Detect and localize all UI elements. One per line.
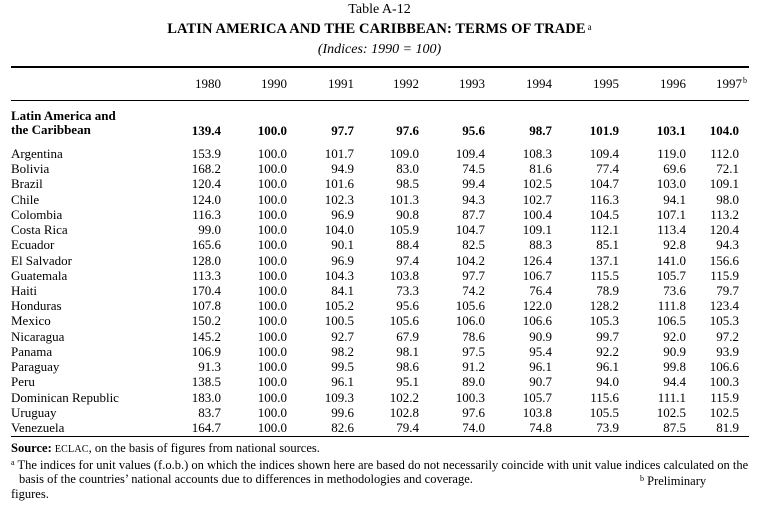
table-title xyxy=(0,20,759,38)
table-cell: 141.0 xyxy=(656,252,686,268)
table-row xyxy=(11,390,749,405)
footnote-a-mark: a xyxy=(11,457,15,467)
table-cell: 82.5 xyxy=(462,237,485,253)
table-cell: 103.0 xyxy=(656,176,686,192)
table-row xyxy=(11,298,749,313)
column-header-label: 1995 xyxy=(593,76,619,91)
country-name: Mexico xyxy=(11,313,51,329)
table-cell: 100.0 xyxy=(257,389,287,405)
table-cell: 81.9 xyxy=(716,419,739,435)
column-header-1996 xyxy=(626,76,686,91)
table-title-text: LATIN AMERICA AND THE CARIBBEAN: TERMS OF TRADE xyxy=(167,21,586,37)
table-cell: 138.5 xyxy=(191,374,221,390)
footnotes xyxy=(11,441,749,501)
region-value-1995: 101.9 xyxy=(589,123,619,138)
header-rule xyxy=(11,100,749,101)
table-cell: 97.6 xyxy=(462,404,485,420)
table-cell: 78.6 xyxy=(462,328,485,344)
table-row xyxy=(11,253,749,268)
table-cell: 91.2 xyxy=(462,359,485,375)
column-header-1990 xyxy=(227,76,287,91)
table-cell: 109.0 xyxy=(389,146,419,161)
table-cell: 104.5 xyxy=(589,206,619,222)
table-row xyxy=(11,237,749,252)
table-cell: 90.7 xyxy=(529,374,552,390)
table-cell: 101.6 xyxy=(324,176,354,192)
table-row xyxy=(11,329,749,344)
country-name: Ecuador xyxy=(11,237,55,253)
table-cell: 126.4 xyxy=(522,252,552,268)
table-cell: 82.6 xyxy=(331,419,354,435)
table-cell: 73.3 xyxy=(396,282,419,298)
country-name: Peru xyxy=(11,374,35,390)
table-cell: 115.9 xyxy=(710,267,739,283)
country-name: Honduras xyxy=(11,298,62,314)
table-cell: 91.3 xyxy=(198,359,221,375)
table-cell: 102.5 xyxy=(656,404,686,420)
table-cell: 95.4 xyxy=(529,343,552,359)
table-label: Table A-12 xyxy=(348,2,411,17)
region-name-line1: Latin America and xyxy=(11,108,116,123)
table-cell: 105.3 xyxy=(589,313,619,329)
table-cell: 90.9 xyxy=(529,328,552,344)
table-cell: 97.2 xyxy=(716,328,739,344)
column-header-label: 1993 xyxy=(459,76,485,91)
table-cell: 106.5 xyxy=(656,313,686,329)
table-cell: 99.8 xyxy=(663,359,686,375)
table-subtitle: (Indices: 1990 = 100) xyxy=(317,42,442,57)
table-cell: 72.1 xyxy=(716,161,739,177)
table-cell: 102.3 xyxy=(324,191,354,207)
table-cell: 100.3 xyxy=(455,389,485,405)
table-row xyxy=(11,283,749,298)
table-cell: 103.8 xyxy=(522,404,552,420)
column-header-label: 1996 xyxy=(660,76,686,91)
table-cell: 94.3 xyxy=(716,237,739,253)
table-cell: 96.1 xyxy=(596,359,619,375)
table-row xyxy=(11,359,749,374)
title-note-mark: a xyxy=(587,22,592,32)
table-cell: 100.0 xyxy=(257,404,287,420)
table-row xyxy=(11,146,749,161)
region-value-1990: 100.0 xyxy=(257,123,287,138)
table-cell: 128.2 xyxy=(589,298,619,314)
table-cell: 109.1 xyxy=(709,176,739,192)
table-cell: 115.5 xyxy=(590,267,619,283)
table-cell: 105.6 xyxy=(389,313,419,329)
table-cell: 98.0 xyxy=(716,191,739,207)
table-cell: 94.1 xyxy=(663,191,686,207)
table-cell: 78.9 xyxy=(596,282,619,298)
column-header-1992 xyxy=(359,76,419,91)
table-row xyxy=(11,176,749,191)
table-cell: 106.7 xyxy=(522,267,552,283)
table-cell: 74.5 xyxy=(462,161,485,177)
table-cell: 104.3 xyxy=(324,267,354,283)
table-cell: 100.3 xyxy=(709,374,739,390)
table-cell: 97.7 xyxy=(462,267,485,283)
table-cell: 100.0 xyxy=(257,252,287,268)
table-cell: 90.1 xyxy=(331,237,354,253)
table-cell: 94.9 xyxy=(331,161,354,177)
table-cell: 116.3 xyxy=(192,206,221,222)
table-cell: 88.4 xyxy=(396,237,419,253)
table-cell: 98.5 xyxy=(396,176,419,192)
table-cell: 100.0 xyxy=(257,267,287,283)
table-cell: 79.4 xyxy=(396,419,419,435)
table-cell: 100.0 xyxy=(257,343,287,359)
table-cell: 165.6 xyxy=(191,237,221,253)
table-cell: 92.2 xyxy=(596,343,619,359)
table-cell: 100.0 xyxy=(257,328,287,344)
table-cell: 95.1 xyxy=(396,374,419,390)
table-cell: 100.0 xyxy=(257,313,287,329)
table-cell: 79.7 xyxy=(716,282,739,298)
table-cell: 99.4 xyxy=(462,176,485,192)
country-name: Nicaragua xyxy=(11,328,65,344)
table-cell: 74.0 xyxy=(462,419,485,435)
region-value-1980: 139.4 xyxy=(191,123,221,138)
table-cell: 105.7 xyxy=(656,267,686,283)
region-value-1993: 95.6 xyxy=(462,123,485,138)
table-cell: 100.0 xyxy=(257,146,287,161)
footnote-b-mark: b xyxy=(640,474,644,483)
region-value-1994: 98.7 xyxy=(529,123,552,138)
table-cell: 116.3 xyxy=(590,191,619,207)
table-cell: 99.6 xyxy=(331,404,354,420)
column-header-1997 xyxy=(687,76,747,91)
table-cell: 115.9 xyxy=(710,389,739,405)
country-name: Paraguay xyxy=(11,359,60,375)
table-cell: 105.5 xyxy=(589,404,619,420)
column-header-label: 1992 xyxy=(393,76,419,91)
table-cell: 99.5 xyxy=(331,359,354,375)
region-value-1997: 104.0 xyxy=(709,123,739,138)
region-value-1996: 103.1 xyxy=(656,123,686,138)
table-cell: 102.7 xyxy=(522,191,552,207)
footnote-b-continued: figures. xyxy=(11,486,49,501)
table-cell: 89.0 xyxy=(462,374,485,390)
table-cell: 97.4 xyxy=(396,252,419,268)
table-cell: 124.0 xyxy=(191,191,221,207)
table-cell: 74.8 xyxy=(529,419,552,435)
column-header-1980 xyxy=(161,76,221,91)
table-cell: 100.4 xyxy=(522,206,552,222)
table-cell: 74.2 xyxy=(462,282,485,298)
source-org: ECLAC xyxy=(54,444,89,455)
table-cell: 102.8 xyxy=(389,404,419,420)
table-cell: 94.0 xyxy=(596,374,619,390)
table-cell: 103.8 xyxy=(389,267,419,283)
table-cell: 113.2 xyxy=(710,206,739,222)
footnote-b-text: Preliminary xyxy=(647,474,707,488)
table-cell: 100.5 xyxy=(324,313,354,329)
table-cell: 137.1 xyxy=(589,252,619,268)
country-name: Argentina xyxy=(11,146,63,161)
table-cell: 120.4 xyxy=(709,222,739,238)
table-cell: 122.0 xyxy=(522,298,552,314)
table-cell: 107.8 xyxy=(191,298,221,314)
table-row xyxy=(11,222,749,237)
table-cell: 102.5 xyxy=(709,404,739,420)
table-cell: 73.6 xyxy=(663,282,686,298)
table-cell: 87.5 xyxy=(663,419,686,435)
table-row xyxy=(11,192,749,207)
table-cell: 109.4 xyxy=(455,146,485,161)
table-cell: 96.9 xyxy=(331,206,354,222)
table-cell: 92.8 xyxy=(663,237,686,253)
table-cell: 81.6 xyxy=(529,161,552,177)
table-row xyxy=(11,207,749,222)
table-cell: 100.0 xyxy=(257,359,287,375)
table-cell: 90.9 xyxy=(663,343,686,359)
table-cell: 106.9 xyxy=(191,343,221,359)
country-name: Guatemala xyxy=(11,267,68,283)
table-cell: 164.7 xyxy=(191,419,221,435)
region-value-1991: 97.7 xyxy=(331,123,354,138)
table-cell: 83.0 xyxy=(396,161,419,177)
column-header-1993 xyxy=(425,76,485,91)
table-cell: 73.9 xyxy=(596,419,619,435)
table-cell: 100.0 xyxy=(257,237,287,253)
table-cell: 84.1 xyxy=(331,282,354,298)
source-label: Source: xyxy=(11,441,52,455)
country-name: Panama xyxy=(11,343,53,359)
table-cell: 97.5 xyxy=(462,343,485,359)
region-name-line2: the Caribbean xyxy=(11,122,91,137)
table-row xyxy=(11,420,749,435)
table-row xyxy=(11,374,749,389)
table-cell: 106.0 xyxy=(455,313,485,329)
table-cell: 153.9 xyxy=(191,146,221,161)
table-cell: 102.2 xyxy=(389,389,419,405)
table-cell: 105.2 xyxy=(324,298,354,314)
table-cell: 123.4 xyxy=(709,298,739,314)
table-cell: 156.6 xyxy=(709,252,739,268)
table-cell: 104.7 xyxy=(455,222,485,238)
footnote-b xyxy=(640,474,706,489)
column-header-label: 1990 xyxy=(261,76,287,91)
table-cell: 104.7 xyxy=(589,176,619,192)
table-cell: 105.7 xyxy=(522,389,552,405)
table-cell: 85.1 xyxy=(596,237,619,253)
table-cell: 77.4 xyxy=(596,161,619,177)
table-cell: 92.7 xyxy=(331,328,354,344)
table-cell: 100.0 xyxy=(257,191,287,207)
country-name: Uruguay xyxy=(11,404,57,420)
country-rows xyxy=(11,146,749,435)
table-cell: 87.7 xyxy=(462,206,485,222)
table-cell: 113.4 xyxy=(657,222,686,238)
table-cell: 100.0 xyxy=(257,176,287,192)
table-cell: 95.6 xyxy=(396,298,419,314)
table-cell: 90.8 xyxy=(396,206,419,222)
table-cell: 93.9 xyxy=(716,343,739,359)
table-cell: 112.0 xyxy=(710,146,739,161)
table-cell: 100.0 xyxy=(257,374,287,390)
table-cell: 76.4 xyxy=(529,282,552,298)
column-header-1995 xyxy=(559,76,619,91)
source-text: , on the basis of figures from national sources. xyxy=(88,441,320,455)
table-cell: 150.2 xyxy=(191,313,221,329)
footnote-a-text: The indices for unit values (f.o.b.) on which the indices shown here are based do not necessarily coincide with unit value indices calculated on the basis of the countries’ national accounts due to differences in methodologies and coverage. xyxy=(17,457,749,486)
table-cell: 96.1 xyxy=(529,359,552,375)
column-header-label: 1991 xyxy=(328,76,354,91)
country-name: Chile xyxy=(11,191,40,207)
table-cell: 69.6 xyxy=(663,161,686,177)
table-row xyxy=(11,161,749,176)
region-value-1992: 97.6 xyxy=(396,123,419,138)
table-cell: 108.3 xyxy=(522,146,552,161)
table-cell: 113.3 xyxy=(192,267,221,283)
table-cell: 107.1 xyxy=(656,206,686,222)
table-cell: 98.6 xyxy=(396,359,419,375)
table-cell: 99.7 xyxy=(596,328,619,344)
table-cell: 83.7 xyxy=(198,404,221,420)
table-cell: 96.1 xyxy=(331,374,354,390)
top-rule xyxy=(11,66,749,68)
table-cell: 100.0 xyxy=(257,206,287,222)
table-row xyxy=(11,313,749,328)
table-cell: 105.9 xyxy=(389,222,419,238)
table-cell: 94.3 xyxy=(462,191,485,207)
country-name: Haiti xyxy=(11,282,37,298)
country-name: Bolivia xyxy=(11,161,50,177)
table-cell: 98.1 xyxy=(396,343,419,359)
table-cell: 94.4 xyxy=(663,374,686,390)
region-name xyxy=(11,109,171,137)
table-cell: 109.1 xyxy=(522,222,552,238)
table-row xyxy=(11,268,749,283)
table-cell: 128.0 xyxy=(191,252,221,268)
table-cell: 119.0 xyxy=(657,146,686,161)
table-cell: 106.6 xyxy=(522,313,552,329)
table-cell: 109.4 xyxy=(589,146,619,161)
table-cell: 92.0 xyxy=(663,328,686,344)
table-cell: 100.0 xyxy=(257,282,287,298)
table-cell: 111.1 xyxy=(657,389,686,405)
column-note-mark: b xyxy=(743,76,747,85)
column-header-label: 1994 xyxy=(526,76,552,91)
footnote-a xyxy=(11,458,749,487)
country-name: Venezuela xyxy=(11,419,65,435)
column-header-label: 1997 xyxy=(716,76,742,91)
table-row xyxy=(11,405,749,420)
table-cell: 104.2 xyxy=(455,252,485,268)
table-cell: 112.1 xyxy=(590,222,619,238)
country-name: Costa Rica xyxy=(11,222,68,238)
table-cell: 145.2 xyxy=(191,328,221,344)
table-cell: 100.0 xyxy=(257,419,287,435)
table-cell: 105.3 xyxy=(709,313,739,329)
country-name: Brazil xyxy=(11,176,43,192)
table-cell: 111.8 xyxy=(657,298,686,314)
column-header-1991 xyxy=(294,76,354,91)
table-cell: 99.0 xyxy=(198,222,221,238)
table-cell: 101.3 xyxy=(389,191,419,207)
table-cell: 109.3 xyxy=(324,389,354,405)
table-cell: 98.2 xyxy=(331,343,354,359)
table-cell: 120.4 xyxy=(191,176,221,192)
country-name: El Salvador xyxy=(11,252,73,268)
country-name: Colombia xyxy=(11,206,63,222)
table-row xyxy=(11,344,749,359)
table-cell: 101.7 xyxy=(324,146,354,161)
table-cell: 106.6 xyxy=(709,359,739,375)
table-cell: 100.0 xyxy=(257,222,287,238)
table-cell: 105.6 xyxy=(455,298,485,314)
column-header-1994 xyxy=(492,76,552,91)
table-cell: 104.0 xyxy=(324,222,354,238)
table-cell: 96.9 xyxy=(331,252,354,268)
table-cell: 183.0 xyxy=(191,389,221,405)
table-cell: 100.0 xyxy=(257,161,287,177)
country-name: Dominican Republic xyxy=(11,389,119,405)
column-header-label: 1980 xyxy=(195,76,221,91)
source-note xyxy=(11,441,749,458)
table-cell: 115.6 xyxy=(590,389,619,405)
table-cell: 100.0 xyxy=(257,298,287,314)
table-cell: 102.5 xyxy=(522,176,552,192)
table-cell: 88.3 xyxy=(529,237,552,253)
bottom-rule xyxy=(11,436,749,437)
table-cell: 67.9 xyxy=(396,328,419,344)
table-cell: 168.2 xyxy=(191,161,221,177)
table-cell: 170.4 xyxy=(191,282,221,298)
